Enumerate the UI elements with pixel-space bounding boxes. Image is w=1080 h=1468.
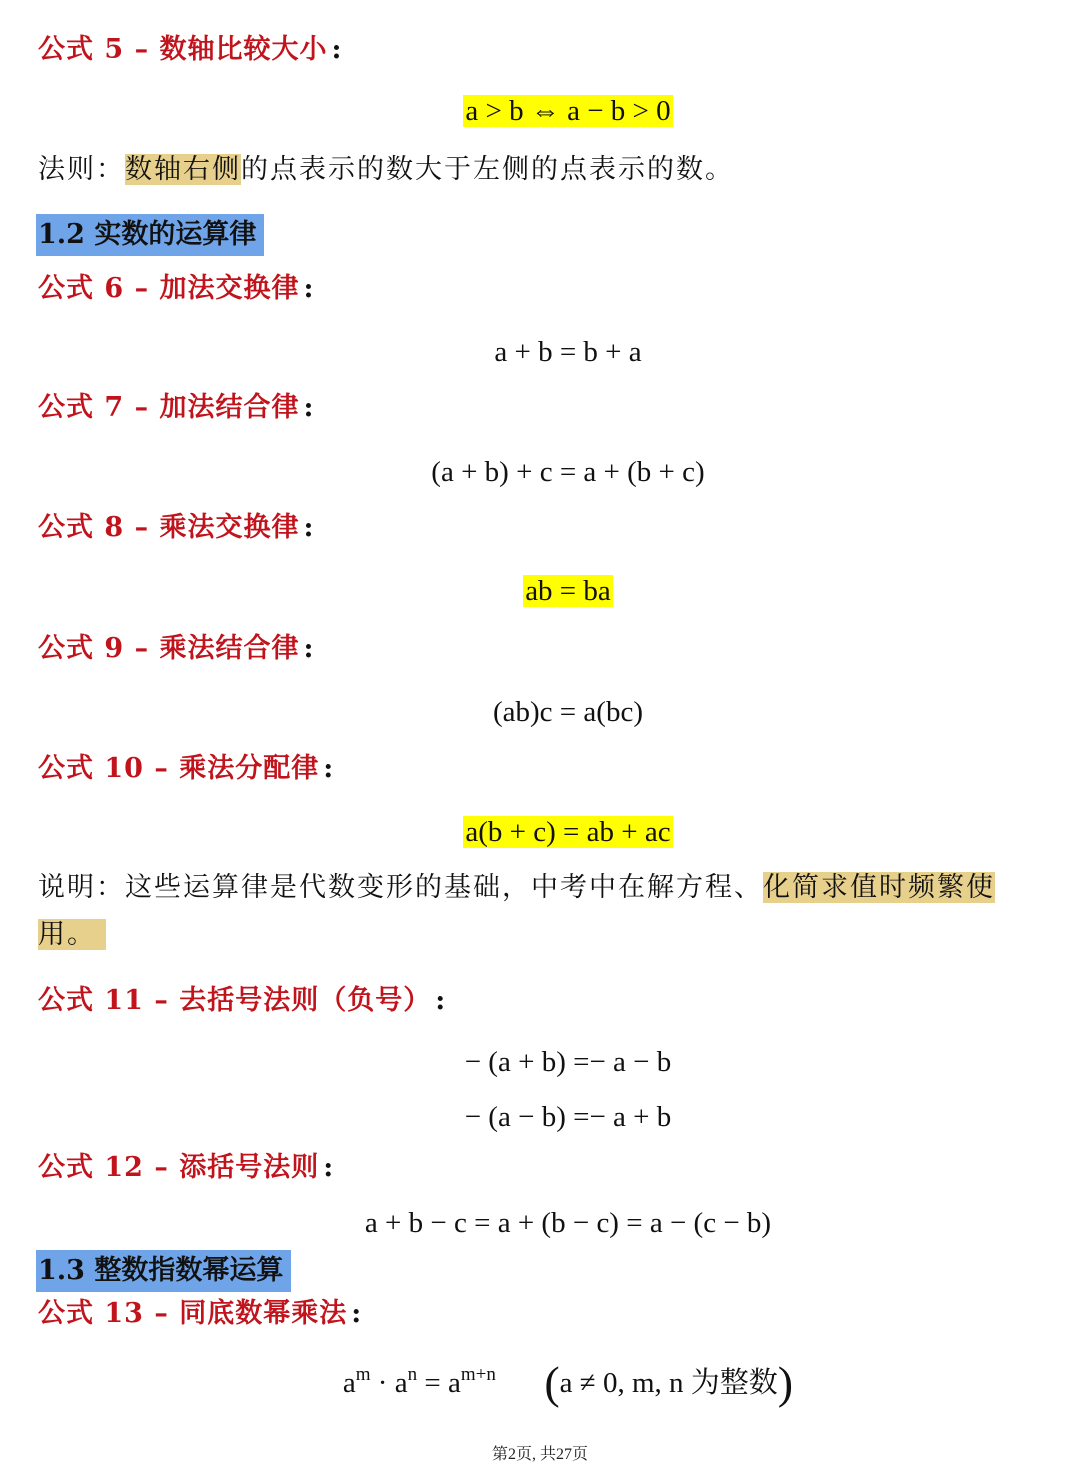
formula-6-heading bbox=[38, 272, 314, 306]
formula-13-base-3: a bbox=[447, 1367, 461, 1399]
formula-8-colon: : bbox=[303, 512, 315, 543]
formula-7-title: 公式 7 – 加法结合律 bbox=[38, 392, 300, 423]
rule-text: 的点表示的数大于左侧的点表示的数。 bbox=[241, 154, 734, 185]
formula-5-title: 公式 5 – 数轴比较大小 bbox=[38, 34, 328, 65]
rule-label: 法则： bbox=[38, 154, 125, 185]
formula-7-colon: : bbox=[303, 392, 315, 423]
note-line-2 bbox=[38, 913, 106, 957]
rule-highlight: 数轴右侧 bbox=[125, 154, 241, 185]
formula-12-colon: : bbox=[323, 1152, 335, 1183]
formula-5-colon: : bbox=[331, 34, 343, 65]
formula-13-title: 公式 13 – 同底数幂乘法 bbox=[38, 1298, 348, 1329]
formula-13-expression bbox=[0, 1357, 1080, 1408]
page-footer: 第2页, 共27页 bbox=[491, 1446, 588, 1463]
note-label: 说明： bbox=[38, 872, 125, 903]
formula-10-expression-row bbox=[0, 813, 1080, 851]
note-text: 这些运算律是代数变形的基础，中考中在解方程、 bbox=[125, 872, 763, 903]
formula-13-dot: · bbox=[370, 1367, 395, 1399]
formula-10-expression: a(b + c) = ab + ac bbox=[465, 816, 671, 848]
formula-7-heading bbox=[38, 391, 314, 425]
formula-11-expression-1: − (a + b) =− a − b bbox=[464, 1046, 672, 1078]
note-highlight-1: 化简求值时频繁使 bbox=[763, 872, 995, 903]
formula-13-colon: : bbox=[351, 1298, 363, 1329]
formula-11-title: 公式 11 – 去括号法则（负号） bbox=[38, 985, 432, 1016]
formula-11-expression-2: − (a − b) =− a + b bbox=[464, 1101, 672, 1133]
formula-8-heading bbox=[38, 511, 314, 545]
formula-10-heading bbox=[38, 752, 334, 786]
formula-5-expression: a > b ⇔ a − b > 0 bbox=[465, 95, 671, 127]
formula-8-title: 公式 8 – 乘法交换律 bbox=[38, 512, 300, 543]
formula-13-open-paren: ( bbox=[544, 1357, 560, 1408]
formula-8-expression-row bbox=[0, 572, 1080, 610]
formula-13-exponent-1: m bbox=[355, 1364, 371, 1385]
formula-6-expression: a + b = b + a bbox=[494, 336, 642, 368]
formula-7-expression: (a + b) + c = a + (b + c) bbox=[431, 456, 705, 488]
formula-8-expression: ab = ba bbox=[525, 575, 611, 607]
formula-12-expression: a + b − c = a + (b − c) = a − (c − b) bbox=[364, 1207, 772, 1239]
formula-11-heading bbox=[38, 984, 446, 1018]
formula-5-expression-row bbox=[0, 92, 1080, 130]
formula-5-heading bbox=[38, 33, 342, 67]
formula-12-heading bbox=[38, 1151, 334, 1185]
formula-13-exponent-3: m+n bbox=[460, 1364, 496, 1385]
formula-10-title: 公式 10 – 乘法分配律 bbox=[38, 753, 320, 784]
note-line-1 bbox=[38, 866, 995, 910]
formula-9-colon: : bbox=[303, 633, 315, 664]
formula-13-condition: a ≠ 0, m, n 为整数 bbox=[559, 1367, 778, 1399]
rule-paragraph bbox=[38, 148, 734, 192]
formula-13-heading bbox=[38, 1297, 362, 1331]
formula-6-title: 公式 6 – 加法交换律 bbox=[38, 273, 300, 304]
formula-6-colon: : bbox=[303, 273, 315, 304]
note-highlight-2: 用。 bbox=[38, 919, 106, 950]
formula-13-base-2: a bbox=[394, 1367, 408, 1399]
formula-9-heading bbox=[38, 632, 314, 666]
formula-13-equals: = bbox=[417, 1367, 448, 1399]
formula-13-close-paren: ) bbox=[777, 1357, 794, 1408]
formula-13-base-1: a bbox=[342, 1367, 356, 1399]
section-1-3-heading: 1.3 整数指数幂运算 bbox=[36, 1250, 291, 1292]
section-1-2-heading: 1.2 实数的运算律 bbox=[36, 214, 264, 256]
formula-12-title: 公式 12 – 添括号法则 bbox=[38, 1152, 320, 1183]
formula-13-exponent-2: n bbox=[407, 1364, 418, 1385]
formula-9-title: 公式 9 – 乘法结合律 bbox=[38, 633, 300, 664]
formula-10-colon: : bbox=[323, 753, 335, 784]
formula-9-expression: (ab)c = a(bc) bbox=[493, 696, 643, 728]
formula-11-colon: : bbox=[435, 985, 447, 1016]
